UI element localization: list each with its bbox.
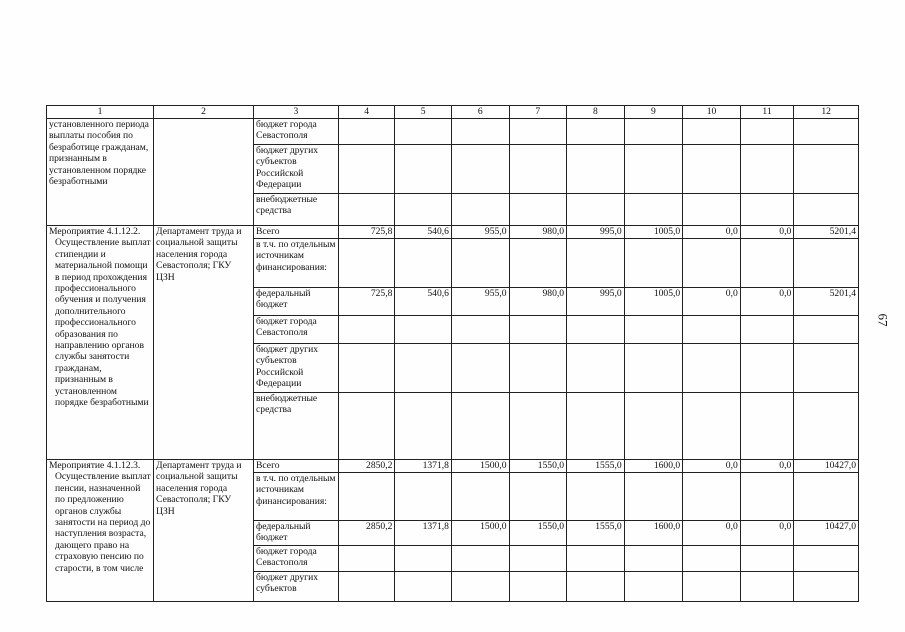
value-cell: 2850,2 [338, 521, 395, 546]
header-cell: 11 [740, 106, 794, 119]
value-cell: 1600,0 [624, 521, 683, 546]
value-cell: 540,6 [395, 288, 452, 316]
funding-source: федеральный бюджет [254, 288, 339, 316]
value-cell: 5201,4 [794, 288, 859, 316]
value-cell: 0,0 [683, 460, 741, 473]
value-cell: 980,0 [509, 226, 567, 239]
value-cell: 725,8 [338, 288, 395, 316]
funding-source: в т.ч. по отдельным источникам финансирования: [254, 239, 339, 288]
value-cell: 0,0 [740, 226, 794, 239]
measure-description: установленного периода выплаты пособия по безработице гражданам, признанным в установленном порядке безработными [47, 119, 154, 226]
value-cell: 1500,0 [451, 521, 509, 546]
value-cell: 955,0 [451, 226, 509, 239]
value-cell: 1555,0 [567, 521, 625, 546]
measure-description: Осуществление выплат пенсии, назначенной по предложению органов службы занятости на период до наступления возраста, дающего право на страховую пенсию по старости, в том числе [55, 471, 151, 574]
header-cell: 3 [254, 106, 339, 119]
executor-cell [154, 119, 254, 226]
value-cell: 1005,0 [624, 226, 683, 239]
value-cell: 725,8 [338, 226, 395, 239]
executor-cell: Департамент труда и социальной защиты населения города Севастополя; ГКУ ЦЗН [154, 460, 254, 602]
value-cell: 955,0 [451, 288, 509, 316]
value-cell: 2850,2 [338, 460, 395, 473]
measure-title: Мероприятие 4.1.12.2. [49, 226, 141, 237]
measure-title: Мероприятие 4.1.12.3. [49, 460, 141, 471]
value-cell: 1555,0 [567, 460, 625, 473]
measure-cell [47, 226, 154, 460]
header-cell: 10 [683, 106, 741, 119]
table-row [47, 226, 859, 239]
table-row [47, 119, 859, 145]
funding-source: бюджет других субъектов Российской Федерации [254, 344, 339, 393]
value-cell: 1005,0 [624, 288, 683, 316]
header-cell: 5 [395, 106, 452, 119]
measure-description: Осуществление выплат стипендии и материальной помощи в период прохождения профессионального обучения и получения дополнительного профессионального образования по направлению органов службы занятости гражданам, признанным в установленном порядке безработными [55, 237, 151, 409]
funding-source: бюджет других субъектов [254, 572, 339, 602]
value-cell: 10427,0 [794, 521, 859, 546]
header-cell: 4 [338, 106, 395, 119]
funding-source: федеральный бюджет [254, 521, 339, 546]
header-cell: 2 [154, 106, 254, 119]
value-cell: 0,0 [740, 521, 794, 546]
value-cell: 1371,8 [395, 521, 452, 546]
value-cell: 5201,4 [794, 226, 859, 239]
funding-source: бюджет города Севастополя [254, 546, 339, 572]
executor-cell: Департамент труда и социальной защиты населения города Севастополя; ГКУ ЦЗН [154, 226, 254, 460]
value-cell: 995,0 [567, 226, 625, 239]
funding-source: внебюджетные средства [254, 393, 339, 460]
table-row [47, 460, 859, 473]
value-cell: 0,0 [740, 460, 794, 473]
header-cell: 9 [624, 106, 683, 119]
funding-source: бюджет других субъектов Российской Федерации [254, 145, 339, 194]
header-cell: 1 [47, 106, 154, 119]
value-cell: 0,0 [683, 521, 741, 546]
value-cell: 0,0 [683, 226, 741, 239]
funding-source: бюджет города Севастополя [254, 119, 339, 145]
header-row [47, 106, 859, 119]
value-cell: 10427,0 [794, 460, 859, 473]
funding-source: Всего [254, 226, 339, 239]
header-cell: 12 [794, 106, 859, 119]
value-cell: 540,6 [395, 226, 452, 239]
funding-source: бюджет города Севастополя [254, 316, 339, 344]
value-cell: 1600,0 [624, 460, 683, 473]
value-cell: 1500,0 [451, 460, 509, 473]
funding-source: внебюджетные средства [254, 194, 339, 226]
value-cell: 0,0 [740, 288, 794, 316]
value-cell: 1371,8 [395, 460, 452, 473]
measure-cell [47, 460, 154, 602]
value-cell: 1550,0 [509, 460, 567, 473]
value-cell: 0,0 [683, 288, 741, 316]
value-cell: 1550,0 [509, 521, 567, 546]
page-number: 67 [875, 313, 891, 327]
funding-source: Всего [254, 460, 339, 473]
header-cell: 6 [451, 106, 509, 119]
value-cell: 995,0 [567, 288, 625, 316]
budget-table [46, 105, 859, 602]
funding-source: в т.ч. по отдельным источникам финансирования: [254, 473, 339, 521]
value-cell: 980,0 [509, 288, 567, 316]
header-cell: 8 [567, 106, 625, 119]
header-cell: 7 [509, 106, 567, 119]
